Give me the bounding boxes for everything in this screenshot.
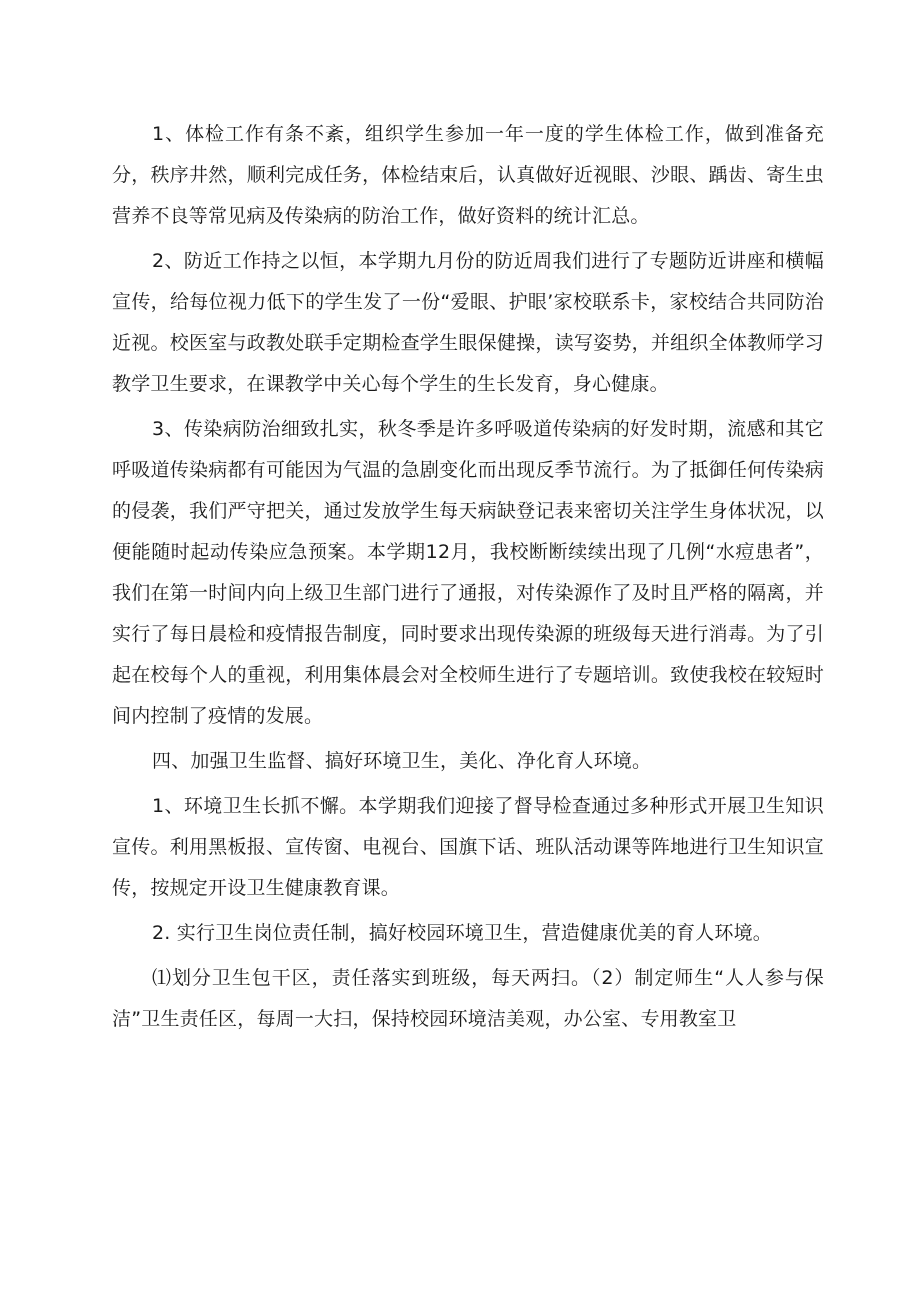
paragraph-environment-hygiene: 1、环境卫生长抓不懈。本学期我们迎接了督导检查通过多种形式开展卫生知识宣传。利用黑板报、宣传窗、电视台、国旗下话、班队活动课等阵地进行卫生知识宣传，按规定开设卫生健康教育课。: [112, 795, 824, 899]
document-body: [112, 114, 824, 1044]
paragraph-myopia-prevention: 2、防近工作持之以恒，本学期九月份的防近周我们进行了专题防近讲座和横幅宣传，给每位视力低下的学生发了一份“爱眼、护眼’家校联系卡，家校结合共同防治近视。校医室与政教处联手定期检查学生眼保健操，读写姿势，并组织全体教师学习教学卫生要求，在课教学中关心每个学生的生长发育，身心健康。: [112, 250, 824, 395]
paragraph-health-checkup: 1、体检工作有条不紊，组织学生参加一年一度的学生体检工作，做到准备充分，秩序井然，顺利完成任务，体检结束后，认真做好近视眼、沙眼、踽齿、寄生虫营养不良等常见病及传染病的防治工作，做好资料的统计汇总。: [112, 123, 824, 227]
paragraph-cleaning-zones: ⑴划分卫生包干区，责任落实到班级，每天两扫。（2）制定师生“人人参与保洁”卫生责任区，每周一大扫，保持校园环境洁美观，办公室、专用教室卫: [112, 967, 824, 1030]
paragraph-responsibility-system: 2. 实行卫生岗位责任制，搞好校园环境卫生，营造健康优美的育人环境。: [152, 922, 772, 944]
section-heading-four: 四、加强卫生监督、搞好环境卫生，美化、净化育人环境。: [152, 750, 652, 772]
paragraph-infectious-disease: 3、传染病防治细致扎实，秋冬季是许多呼吸道传染病的好发时期，流感和其它呼吸道传染病都有可能因为气温的急剧变化而出现反季节流行。为了抵御任何传染病的侵袭，我们严守把关，通过发放学生每天病缺登记表来密切关注学生身体状况，以便能随时起动传染应急预案。本学期12月，我校断断续续出现了几例“水痘患者”，我们在第一时间内向上级卫生部门进行了通报，对传染源作了及时且严格的隔离，并实行了每日晨检和疫情报告制度，同时要求出现传染源的班级每天进行消毒。为了引起在校每个人的重视，利用集体晨会对全校师生进行了专题培训。致使我校在较短时间内控制了疫情的发展。: [112, 418, 824, 727]
